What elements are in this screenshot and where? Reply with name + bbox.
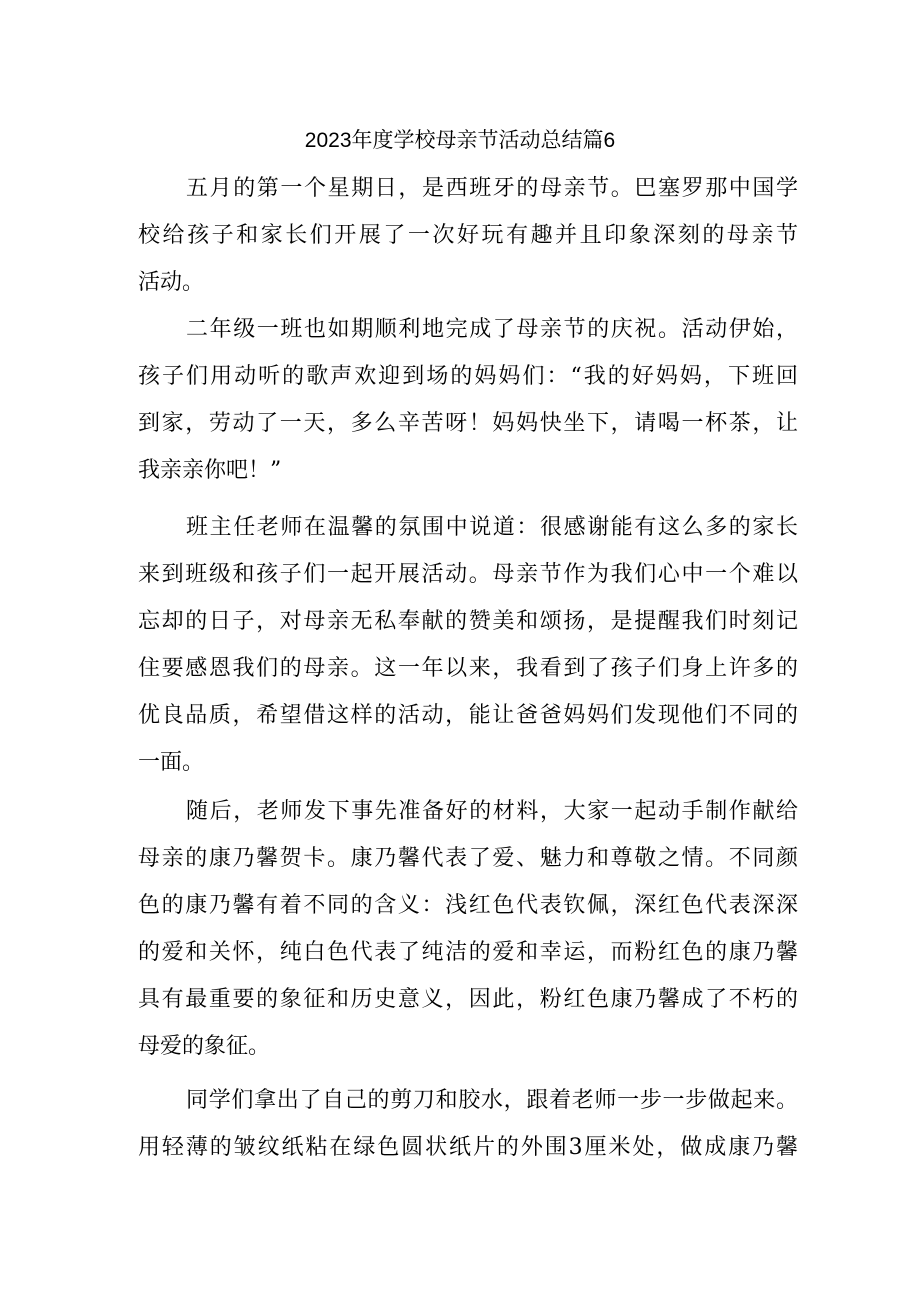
paragraph-line: 班主任老师在温馨的氛围中说道：很感谢能有这么多的家长 bbox=[186, 515, 798, 540]
paragraph-3 bbox=[138, 504, 798, 786]
document-title: 2023年度学校母亲节活动总结篇6 bbox=[304, 129, 616, 152]
paragraph-2 bbox=[138, 306, 798, 494]
paragraph-5 bbox=[138, 1077, 798, 1171]
paragraph-line: 的爱和关怀，纯白色代表了纯洁的爱和幸运，而粉红色的康乃馨 bbox=[138, 940, 798, 965]
paragraph-line: 到家，劳动了一天，多么辛苦呀！妈妈快坐下，请喝一杯茶，让 bbox=[138, 411, 798, 436]
paragraph-line: 住要感恩我们的母亲。这一年以来，我看到了孩子们身上许多的 bbox=[138, 656, 798, 681]
paragraph-line: 二年级一班也如期顺利地完成了母亲节的庆祝。活动伊始， bbox=[186, 317, 798, 342]
paragraph-line: 来到班级和孩子们一起开展活动。母亲节作为我们心中一个难以 bbox=[138, 562, 798, 587]
paragraph-line: 忘却的日子，对母亲无私奉献的赞美和颂扬，是提醒我们时刻记 bbox=[138, 609, 798, 634]
paragraph-line: 用轻薄的皱纹纸粘在绿色圆状纸片的外围3厘米处，做成康乃馨 bbox=[138, 1135, 798, 1160]
paragraph-1 bbox=[138, 165, 798, 306]
paragraph-line: 校给孩子和家长们开展了一次好玩有趣并且印象深刻的母亲节 bbox=[138, 223, 798, 248]
paragraph-line: 随后，老师发下事先准备好的材料，大家一起动手制作献给 bbox=[186, 799, 798, 824]
paragraph-line: 活动。 bbox=[138, 270, 205, 295]
paragraph-line: 母爱的象征。 bbox=[138, 1034, 271, 1059]
paragraph-line: 五月的第一个星期日，是西班牙的母亲节。巴塞罗那中国学 bbox=[186, 176, 798, 201]
paragraph-line: 一面。 bbox=[138, 750, 205, 775]
paragraph-line: 具有最重要的象征和历史意义，因此，粉红色康乃馨成了不朽的 bbox=[138, 987, 798, 1012]
paragraph-line: 母亲的康乃馨贺卡。康乃馨代表了爱、魅力和尊敬之情。不同颜 bbox=[138, 846, 798, 871]
paragraph-line: 同学们拿出了自己的剪刀和胶水，跟着老师一步一步做起来。 bbox=[186, 1088, 798, 1113]
paragraph-line: 优良品质，希望借这样的活动，能让爸爸妈妈们发现他们不同的 bbox=[138, 703, 798, 728]
paragraph-4 bbox=[138, 788, 798, 1070]
paragraph-line: 我亲亲你吧！” bbox=[138, 458, 282, 483]
paragraph-line: 色的康乃馨有着不同的含义：浅红色代表钦佩，深红色代表深深 bbox=[138, 893, 798, 918]
paragraph-line: 孩子们用动听的歌声欢迎到场的妈妈们：“我的好妈妈，下班回 bbox=[138, 364, 798, 389]
